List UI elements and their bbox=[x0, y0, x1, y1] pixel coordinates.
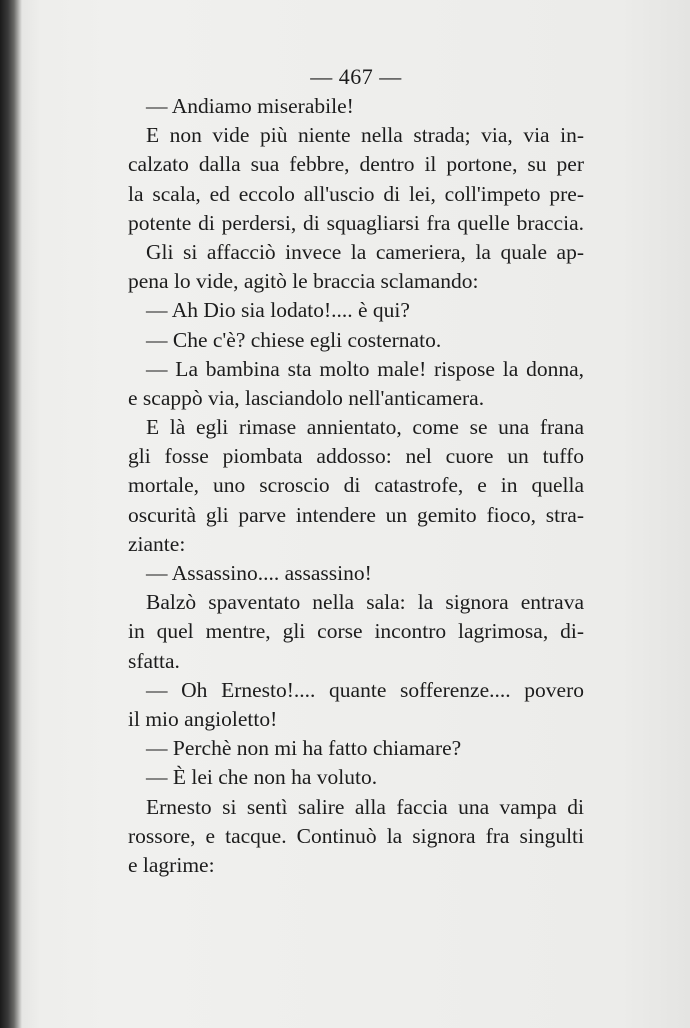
text-line: ziante: bbox=[128, 531, 186, 556]
text-line: in quel mentre, gli corse incontro lagrimosa, di- bbox=[128, 619, 584, 644]
text-line: oscurità gli parve intendere un gemito fioco, stra- bbox=[128, 502, 584, 527]
text-line: potente di perdersi, di squagliarsi fra quelle braccia. bbox=[128, 210, 584, 235]
text-line: gli fosse piombata addosso: nel cuore un tuffo bbox=[128, 444, 584, 469]
text-line: — Oh Ernesto!.... quante sofferenze.... povero bbox=[146, 677, 584, 702]
book-spine-shadow bbox=[0, 0, 22, 1028]
text-line: — Perchè non mi ha fatto chiamare? bbox=[146, 736, 462, 761]
text-line: — La bambina sta molto male! rispose la donna, bbox=[146, 356, 584, 381]
text-line: — Che c'è? chiese egli costernato. bbox=[146, 327, 442, 352]
text-line: la scala, ed eccolo all'uscio di lei, coll'impeto pre- bbox=[128, 181, 584, 206]
text-line: sfatta. bbox=[128, 648, 180, 673]
text-line: E non vide più niente nella strada; via, via in- bbox=[146, 123, 584, 148]
text-line: rossore, e tacque. Continuò la signora fra singulti bbox=[128, 823, 584, 848]
text-line: il mio angioletto! bbox=[128, 706, 278, 731]
text-line: Gli si affacciò invece la cameriera, la quale ap- bbox=[146, 239, 584, 264]
text-line: Ernesto si sentì salire alla faccia una vampa di bbox=[146, 794, 584, 819]
text-line: e lagrime: bbox=[128, 852, 215, 877]
text-line: — È lei che non ha voluto. bbox=[146, 765, 378, 790]
text-line: — Andiamo miserabile! bbox=[146, 94, 354, 118]
text-line: e scappò via, lasciandolo nell'anticamera. bbox=[128, 385, 485, 410]
text-line: pena lo vide, agitò le braccia sclamando: bbox=[128, 269, 479, 294]
page-number: — 467 — bbox=[310, 64, 402, 89]
page-text-block bbox=[128, 62, 584, 880]
text-line: — Ah Dio sia lodato!.... è qui? bbox=[146, 298, 410, 323]
text-line: — Assassino.... assassino! bbox=[146, 561, 372, 585]
text-line: E là egli rimase annientato, come se una frana bbox=[146, 415, 584, 440]
text-line: calzato dalla sua febbre, dentro il portone, su per bbox=[128, 152, 584, 177]
text-line: Balzò spaventato nella sala: la signora entrava bbox=[146, 590, 584, 615]
text-line: mortale, uno scroscio di catastrofe, e in quella bbox=[128, 473, 584, 498]
